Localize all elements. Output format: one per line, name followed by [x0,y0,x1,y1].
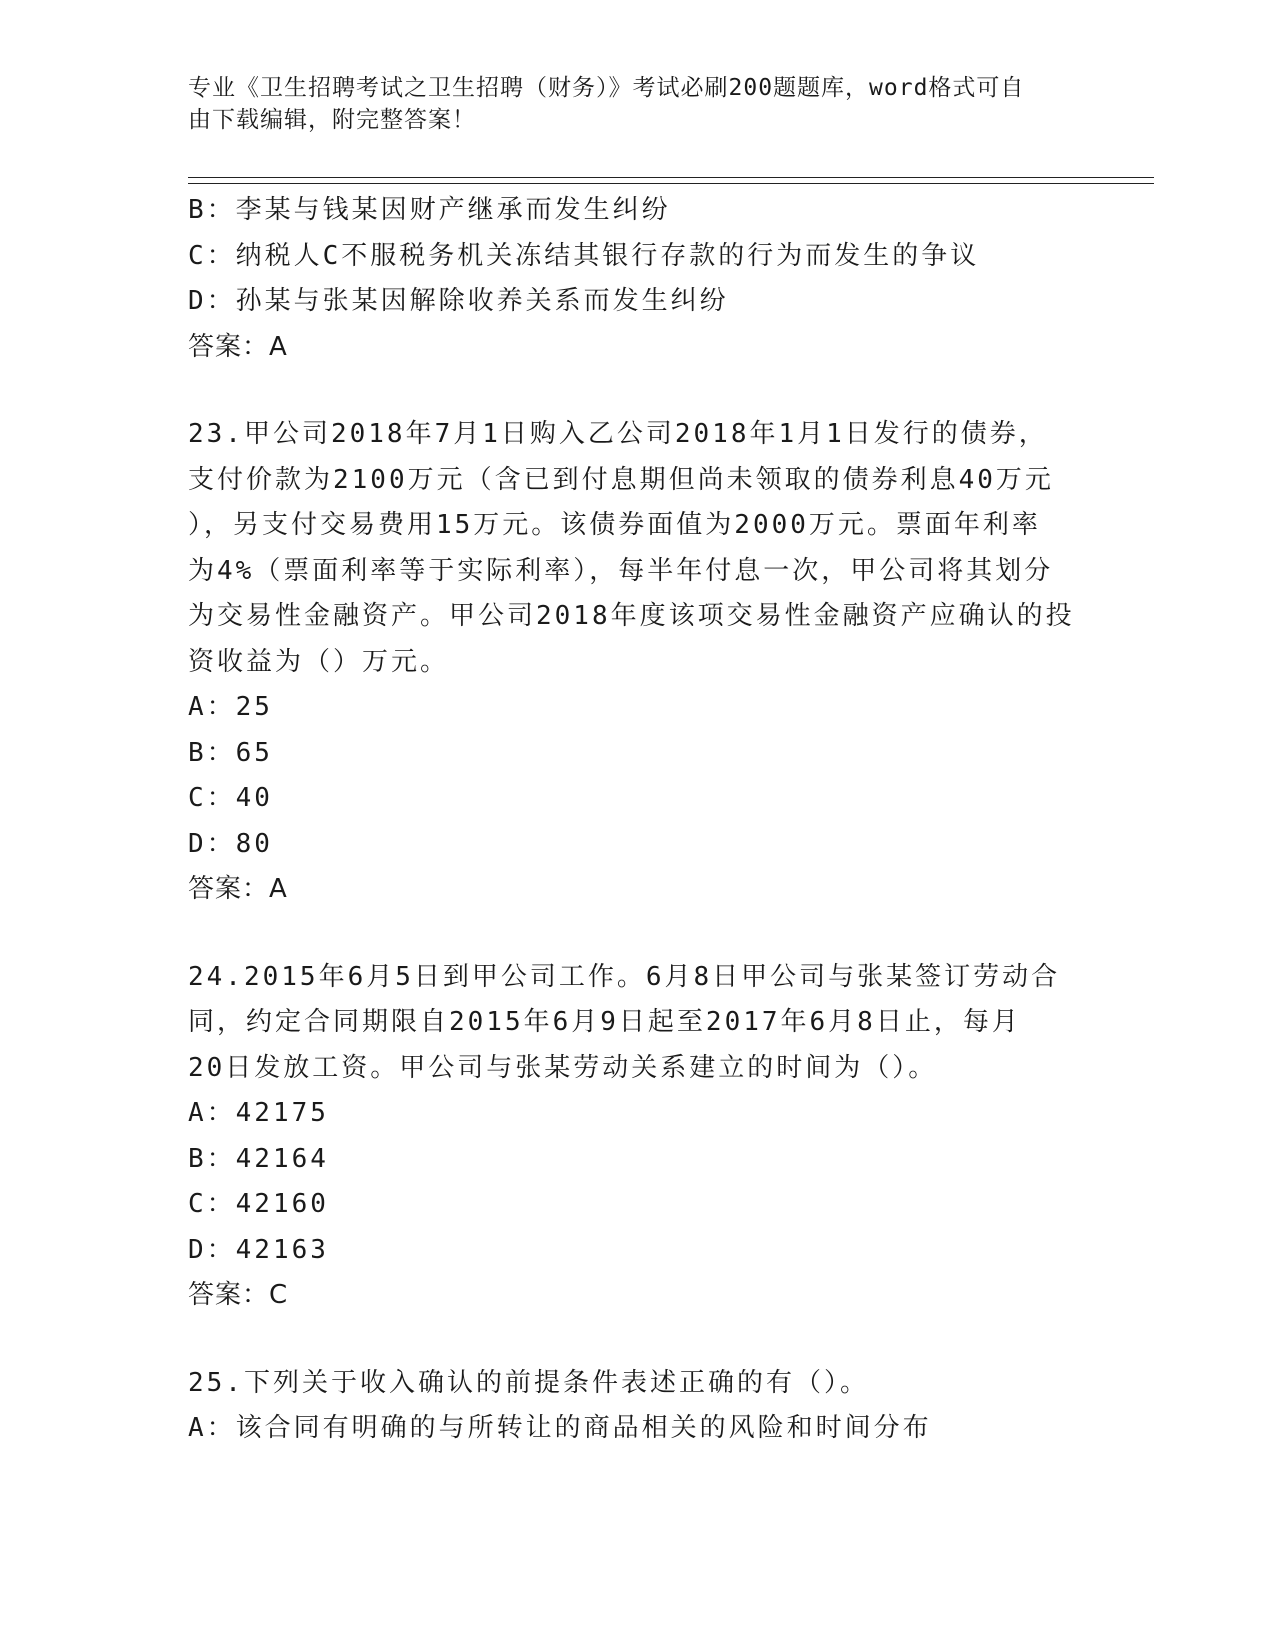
q24-stem-line: 20日发放工资。甲公司与张某劳动关系建立的时间为（）。 [188,1052,938,1083]
q24-option-c: C：42160 [188,1189,329,1219]
q22-option-c: C：纳税人C不服税务机关冻结其银行存款的行为而发生的争议 [188,240,980,271]
question-content [188,188,1088,1452]
q23-stem-line: 支付价款为2100万元（含已到付息期但尚未领取的债券利息40万元 [188,464,1054,495]
q25-stem-line: 25.下列关于收入确认的前提条件表述正确的有（）。 [188,1367,869,1398]
header-divider-bottom [188,183,1154,184]
q25-option-a: A：该合同有明确的与所转让的商品相关的风险和时间分布 [188,1413,932,1443]
q24-option-d: D：42163 [188,1234,329,1265]
q23-stem-line: 资收益为（）万元。 [188,646,450,677]
header-line-2: 由下载编辑，附完整答案！ [188,107,476,133]
q23-stem-line: 为4%（票面利率等于实际利率），每半年付息一次，甲公司将其划分 [188,555,1054,586]
q23-option-d: D：80 [188,828,273,859]
q23-stem-line: ），另支付交易费用15万元。该债券面值为2000万元。票面年利率 [188,510,1041,540]
header-line-1: 专业《卫生招聘考试之卫生招聘（财务）》考试必刷200题题库，word格式可自 [188,75,1025,101]
q23-option-b: B：65 [188,737,273,768]
q23-stem-line: 23.甲公司2018年7月1日购入乙公司2018年1月1日发行的债券， [188,419,1048,449]
q22-option-d: D：孙某与张某因解除收养关系而发生纠纷 [188,286,729,316]
q24-stem-line: 24.2015年6月5日到甲公司工作。6月8日甲公司与张某签订劳动合 [188,961,1061,992]
q24-answer: 答案：C [188,1280,289,1310]
q22-option-b: B：李某与钱某因财产继承而发生纠纷 [188,195,671,225]
question-25 [188,1361,1088,1452]
question-22 [188,188,1088,370]
document-header [188,72,1068,136]
q24-option-b: B：42164 [188,1143,329,1174]
q23-answer: 答案：A [188,874,288,904]
question-23 [188,412,1088,913]
question-24 [188,955,1088,1319]
q22-answer: 答案：A [188,331,288,362]
q24-option-a: A：42175 [188,1098,329,1128]
header-divider-top [188,177,1154,178]
q24-stem-line: 同，约定合同期限自2015年6月9日起至2017年6月8日止，每月 [188,1007,1021,1037]
q23-stem-line: 为交易性金融资产。甲公司2018年度该项交易性金融资产应确认的投 [188,601,1075,631]
q23-option-a: A：25 [188,692,273,722]
q23-option-c: C：40 [188,783,273,813]
